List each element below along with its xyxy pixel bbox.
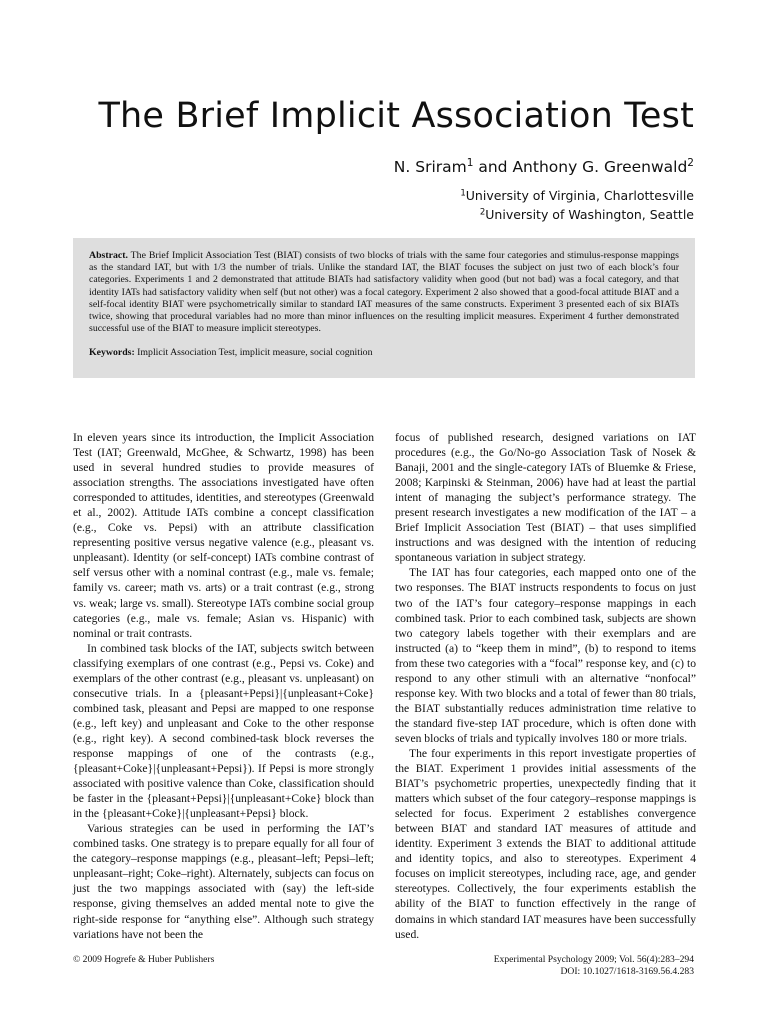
author-name: Anthony G. Greenwald	[512, 158, 688, 176]
body-paragraph: focus of published research, designed variations on IAT procedures (e.g., the Go/No-go Association Task of Nosek & Banaji, 2001 and the single-category IATs of Bluemke & Friese, 2008; Karpinski & Steinman, 2006) have had at least the partial intent of managing the subject’s performance strategy. The present research investigates a new modification of the IAT – a Brief Implicit Association Test (BIAT) – that uses simplified instructions and was designed with the intention of reducing spontaneous variation in subject strategy.	[395, 431, 696, 565]
paper-title: The Brief Implicit Association Test	[98, 96, 694, 136]
author-conjunction: and	[473, 158, 513, 176]
author-line	[394, 158, 694, 176]
body-paragraph: In combined task blocks of the IAT, subjects switch between classifying exemplars of one contrast (e.g., Pepsi vs. Coke) and exemplars of the other contrast (e.g., pleasant vs. unpleasant) on consecutive trials. In a {pleasant+Pepsi}|{unpleasant+Coke} combined task, pleasant and Pepsi are mapped to one response (e.g., left key) and unpleasant and Coke to the other response (e.g., right key). A second combined-task block reverses the response mappings of one of the contrasts (e.g., {pleasant+Coke}|{unpleasant+Pepsi}). If Pepsi is more strongly associated with positive valence than Coke, classification should be faster in the {pleasant+Pepsi}|{unpleasant+Coke} block than in the {pleasant+Coke}|{unpleasant+Pepsi} block.	[73, 641, 374, 821]
keywords-label: Keywords:	[89, 347, 135, 359]
affiliation-line	[460, 205, 694, 224]
affiliation-text: University of Washington, Seattle	[485, 207, 694, 222]
body-column-left	[73, 430, 374, 942]
author-name: N. Sriram	[393, 158, 467, 176]
abstract	[89, 250, 679, 335]
abstract-body: The Brief Implicit Association Test (BIAT) consists of two blocks of trials with the same four categories and stimulus-response mappings as the standard IAT, but with 1/3 the number of trials. Unlike the standard IAT, the BIAT focuses the subject on just two of each block’s four categories. Experiments 1 and 2 demonstrated that attitude BIATs had satisfactory validity when good (but not bad) was a focal category, and that identity IATs had satisfactory validity when self (but not other) was a focal category. Experiment 2 also showed that a good-focal attitude BIAT and a self-focal identity BIAT were psychometrically similar to standard IAT measures of the same constructs. Experiment 3 presented each of six BIATs twice, showing that procedural variables had no more than minor influences on the resulting implicit measures. Experiment 4 further demonstrated successful use of the BIAT to measure implicit stereotypes.	[89, 250, 679, 335]
journal-info: Experimental Psychology 2009; Vol. 56(4):283–294	[493, 954, 694, 965]
body-paragraph: Various strategies can be used in performing the IAT’s combined tasks. One strategy is to prepare equally for all four of the category–response mappings (e.g., pleasant–left; Pepsi–left; unpleasant–right; Coke–right). Alternately, subjects can focus on just the two mappings associated with (say) the left-side response, giving themselves an added mental note to give the right-side response for “anything else”. Although such strategy variations have not been the	[73, 822, 374, 941]
body-paragraph: In eleven years since its introduction, the Implicit Association Test (IAT; Greenwald, McGhee, & Schwartz, 1998) has been used in several hundred studies to provide measures of association strengths. The associations investigated have often corresponded to attitudes, identities, and stereotypes (Greenwald et al., 2002). Attitude IATs combine a concept classification (e.g., Coke vs. Pepsi) with an attribute classification representing positive versus negative valence (e.g., pleasant vs. unpleasant). Identity (or self-concept) IATs combine contrast of self versus other with a nominal contrast (e.g., male vs. female; family vs. career; math vs. arts) or a trait contrast (e.g., strong vs. weak; large vs. small). Stereotype IATs combine social group categories (e.g., male vs. female; Asian vs. Hispanic) with nominal or trait contrasts.	[73, 431, 374, 640]
affiliation-marker: 2	[479, 207, 486, 218]
affiliation-line	[460, 186, 694, 205]
journal-citation	[494, 954, 694, 978]
abstract-box	[73, 238, 695, 378]
copyright-notice: © 2009 Hogrefe & Huber Publishers	[73, 954, 215, 965]
affiliations	[460, 186, 694, 224]
doi: DOI: 10.1027/1618-3169.56.4.283	[560, 966, 694, 977]
affiliation-text: University of Virginia, Charlottesville	[465, 188, 694, 203]
keywords	[89, 347, 679, 359]
body-column-right	[395, 430, 696, 942]
body-paragraph: The IAT has four categories, each mapped onto one of the two responses. The BIAT instructs respondents to focus on just two of the IAT’s four category–response mappings in each combined task. Prior to each combined task, subjects are shown two category labels together with their exemplars and are instructed (a) to “keep them in mind”, (b) to respond to items from these two categories with a “focal” response key, and (c) to respond to any other stimuli with an alternative “nonfocal” response key. With two blocks and a total of fewer than 80 trials, the BIAT substantially reduces administration time relative to the standard five-step IAT procedure, which is often done with seven blocks of trials and typically involves 180 or more trials.	[395, 566, 696, 745]
body-paragraph: The four experiments in this report investigate properties of the BIAT. Experiment 1 provides initial assessments of the BIAT’s psychometric properties, unexpectedly finding that it matters which subset of the four category–response mappings is selected for focus. Experiment 2 establishes convergence between BIAT and standard IAT measures of attitude and identity. Experiment 3 extends the BIAT to additional attitude and identity topics, and also to stereotypes. Experiment 4 focuses on implicit stereotypes, including race, age, and gender stereotypes. Collectively, the four experiments establish the ability of the BIAT to function effectively in the range of domains in which standard IAT measures have been successfully used.	[395, 746, 696, 941]
abstract-label: Abstract.	[89, 250, 128, 261]
affiliation-marker: 1	[466, 157, 474, 170]
affiliation-marker: 2	[687, 157, 694, 170]
affiliation-marker: 1	[460, 188, 466, 199]
keywords-text: Implicit Association Test, implicit measure, social cognition	[134, 347, 373, 359]
